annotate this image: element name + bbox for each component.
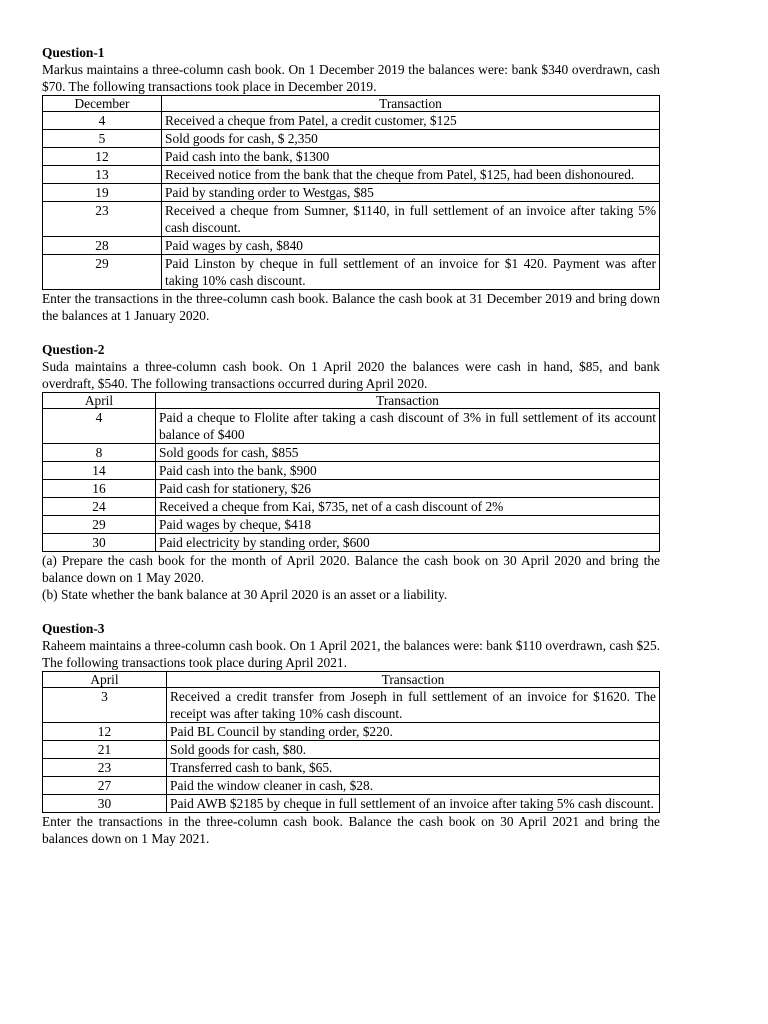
day-cell: 29 <box>43 255 162 290</box>
transaction-cell: Paid wages by cheque, $418 <box>156 516 660 534</box>
table-row <box>43 166 660 184</box>
day-cell: 23 <box>43 202 162 237</box>
transaction-cell: Paid BL Council by standing order, $220. <box>167 723 660 741</box>
table-row <box>43 723 660 741</box>
table-row <box>43 202 660 237</box>
transaction-column-header: Transaction <box>156 393 660 409</box>
question-instruction: Enter the transactions in the three-column cash book. Balance the cash book at 31 December 2019 and bring down the balances at 1 January 2020. <box>42 291 660 323</box>
transaction-cell: Received a cheque from Sumner, $1140, in full settlement of an invoice after taking 5% cash discount. <box>162 202 660 237</box>
day-cell: 29 <box>43 516 156 534</box>
transaction-cell: Received notice from the bank that the cheque from Patel, $125, had been dishonoured. <box>162 166 660 184</box>
table-row <box>43 498 660 516</box>
day-cell: 12 <box>43 723 167 741</box>
question-instruction: Enter the transactions in the three-column cash book. Balance the cash book on 30 April 2021 and bring the balances down on 1 May 2021. <box>42 814 660 846</box>
table-row <box>43 409 660 444</box>
day-cell: 28 <box>43 237 162 255</box>
day-cell: 4 <box>43 112 162 130</box>
table-row <box>43 741 660 759</box>
table-row <box>43 444 660 462</box>
document-page <box>42 44 660 847</box>
day-cell: 14 <box>43 462 156 480</box>
transaction-cell: Sold goods for cash, $80. <box>167 741 660 759</box>
transactions-table <box>42 392 660 552</box>
transactions-table <box>42 95 660 290</box>
transaction-cell: Paid cash into the bank, $1300 <box>162 148 660 166</box>
transactions-table <box>42 671 660 813</box>
transaction-cell: Received a cheque from Patel, a credit customer, $125 <box>162 112 660 130</box>
table-row <box>43 237 660 255</box>
table-header-row <box>43 672 660 688</box>
day-cell: 16 <box>43 480 156 498</box>
table-row <box>43 759 660 777</box>
day-cell: 5 <box>43 130 162 148</box>
day-cell: 21 <box>43 741 167 759</box>
transaction-cell: Received a cheque from Kai, $735, net of a cash discount of 2% <box>156 498 660 516</box>
day-cell: 30 <box>43 534 156 552</box>
question-title: Question-1 <box>42 45 105 60</box>
table-row <box>43 148 660 166</box>
question-instruction-b: (b) State whether the bank balance at 30 April 2020 is an asset or a liability. <box>42 587 448 602</box>
day-cell: 27 <box>43 777 167 795</box>
table-row <box>43 130 660 148</box>
month-column-header: April <box>43 393 156 409</box>
day-cell: 23 <box>43 759 167 777</box>
question-instruction-a: (a) Prepare the cash book for the month of April 2020. Balance the cash book on 30 April 2020 and bring the balance down on 1 May 2020. <box>42 553 660 585</box>
transaction-cell: Paid cash into the bank, $900 <box>156 462 660 480</box>
month-column-header: April <box>43 672 167 688</box>
day-cell: 3 <box>43 688 167 723</box>
transaction-cell: Paid electricity by standing order, $600 <box>156 534 660 552</box>
question-2 <box>42 341 660 603</box>
table-row <box>43 112 660 130</box>
table-row <box>43 480 660 498</box>
transaction-cell: Received a credit transfer from Joseph in full settlement of an invoice for $1620. The receipt was after taking 10% cash discount. <box>167 688 660 723</box>
day-cell: 4 <box>43 409 156 444</box>
table-row <box>43 462 660 480</box>
question-intro: Markus maintains a three-column cash book. On 1 December 2019 the balances were: bank $340 overdrawn, cash $70. The following transactions took place in December 2019. <box>42 62 660 94</box>
table-row <box>43 688 660 723</box>
day-cell: 19 <box>43 184 162 202</box>
transaction-cell: Transferred cash to bank, $65. <box>167 759 660 777</box>
transaction-cell: Paid cash for stationery, $26 <box>156 480 660 498</box>
day-cell: 24 <box>43 498 156 516</box>
transaction-column-header: Transaction <box>162 96 660 112</box>
table-header-row <box>43 393 660 409</box>
table-row <box>43 795 660 813</box>
day-cell: 13 <box>43 166 162 184</box>
table-header-row <box>43 96 660 112</box>
transaction-cell: Sold goods for cash, $855 <box>156 444 660 462</box>
transaction-cell: Paid wages by cash, $840 <box>162 237 660 255</box>
table-row <box>43 534 660 552</box>
table-row <box>43 184 660 202</box>
transaction-cell: Paid AWB $2185 by cheque in full settlement of an invoice after taking 5% cash discount. <box>167 795 660 813</box>
question-1 <box>42 44 660 324</box>
transaction-cell: Paid the window cleaner in cash, $28. <box>167 777 660 795</box>
question-title: Question-3 <box>42 621 105 636</box>
transaction-column-header: Transaction <box>167 672 660 688</box>
table-row <box>43 255 660 290</box>
question-intro: Suda maintains a three-column cash book. On 1 April 2020 the balances were cash in hand, $85, and bank overdraft, $540. The following transactions occurred during April 2020. <box>42 359 660 391</box>
day-cell: 12 <box>43 148 162 166</box>
table-row <box>43 516 660 534</box>
day-cell: 30 <box>43 795 167 813</box>
table-row <box>43 777 660 795</box>
question-intro: Raheem maintains a three-column cash book. On 1 April 2021, the balances were: bank $110 overdrawn, cash $25. The following transactions took place during April 2021. <box>42 638 660 670</box>
transaction-cell: Paid a cheque to Flolite after taking a cash discount of 3% in full settlement of its account balance of $400 <box>156 409 660 444</box>
transaction-cell: Paid Linston by cheque in full settlement of an invoice for $1 420. Payment was after taking 10% cash discount. <box>162 255 660 290</box>
transaction-cell: Sold goods for cash, $ 2,350 <box>162 130 660 148</box>
question-title: Question-2 <box>42 342 105 357</box>
transaction-cell: Paid by standing order to Westgas, $85 <box>162 184 660 202</box>
month-column-header: December <box>43 96 162 112</box>
day-cell: 8 <box>43 444 156 462</box>
question-3 <box>42 620 660 847</box>
